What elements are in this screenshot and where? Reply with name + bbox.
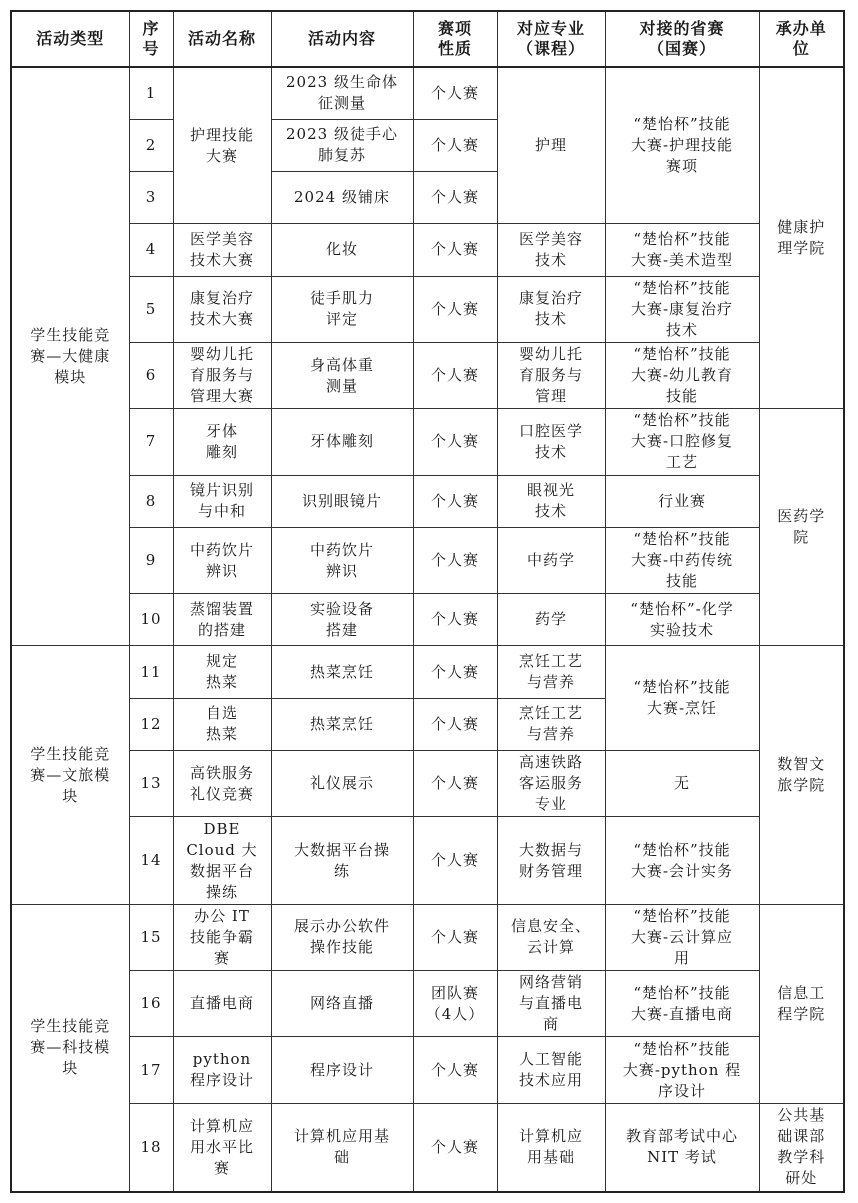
activity-name-cell: 牙体 雕刻 bbox=[173, 409, 271, 475]
event-nature-cell: 个人赛 bbox=[413, 594, 497, 646]
activity-name-cell: 直播电商 bbox=[173, 971, 271, 1037]
table-row bbox=[11, 751, 844, 817]
provincial-contest-cell: “楚怡杯”技能 大赛-python 程 序设计 bbox=[605, 1037, 759, 1103]
host-unit-cell: 健康护 理学院 bbox=[759, 67, 844, 409]
table-row bbox=[11, 971, 844, 1037]
activity-content-cell: 热菜烹饪 bbox=[271, 646, 413, 698]
table-row bbox=[11, 527, 844, 593]
activity-content-cell: 程序设计 bbox=[271, 1037, 413, 1103]
activity-name-cell: 自选 热菜 bbox=[173, 698, 271, 750]
event-nature-cell: 个人赛 bbox=[413, 475, 497, 527]
major-cell: 计算机应 用基础 bbox=[497, 1103, 605, 1192]
major-cell: 婴幼儿托 育服务与 管理 bbox=[497, 342, 605, 408]
serial-no-cell: 17 bbox=[129, 1037, 173, 1103]
major-cell: 医学美容 技术 bbox=[497, 224, 605, 276]
major-cell: 烹饪工艺 与营养 bbox=[497, 698, 605, 750]
event-nature-cell: 个人赛 bbox=[413, 119, 497, 171]
activity-type-cell: 学生技能竞 赛—科技模 块 bbox=[11, 904, 129, 1192]
event-nature-cell: 个人赛 bbox=[413, 342, 497, 408]
provincial-contest-cell: “楚怡杯”技能 大赛-云计算应 用 bbox=[605, 904, 759, 970]
activity-name-cell: 中药饮片 辨识 bbox=[173, 527, 271, 593]
activity-content-cell: 中药饮片 辨识 bbox=[271, 527, 413, 593]
event-nature-cell: 个人赛 bbox=[413, 698, 497, 750]
activity-name-cell: 医学美容 技术大赛 bbox=[173, 224, 271, 276]
event-nature-cell: 个人赛 bbox=[413, 904, 497, 970]
table-row bbox=[11, 594, 844, 646]
activity-content-cell: 身高体重 测量 bbox=[271, 342, 413, 408]
activity-name-cell: 镜片识别 与中和 bbox=[173, 475, 271, 527]
table-row bbox=[11, 475, 844, 527]
activity-content-cell: 计算机应用基 础 bbox=[271, 1103, 413, 1192]
major-cell: 高速铁路 客运服务 专业 bbox=[497, 751, 605, 817]
provincial-contest-cell: “楚怡杯”技能 大赛-幼儿教育 技能 bbox=[605, 342, 759, 408]
activity-name-cell: DBE Cloud 大 数据平台 操练 bbox=[173, 817, 271, 904]
serial-no-cell: 18 bbox=[129, 1103, 173, 1192]
activity-name-cell: 规定 热菜 bbox=[173, 646, 271, 698]
table-row bbox=[11, 817, 844, 904]
provincial-contest-cell: 行业赛 bbox=[605, 475, 759, 527]
provincial-contest-cell: “楚怡杯”技能 大赛-烹饪 bbox=[605, 646, 759, 751]
provincial-contest-cell: “楚怡杯”技能 大赛-直播电商 bbox=[605, 971, 759, 1037]
header-event-nature: 赛项 性质 bbox=[413, 11, 497, 67]
provincial-contest-cell: “楚怡杯”技能 大赛-护理技能 赛项 bbox=[605, 67, 759, 224]
host-unit-cell: 公共基 础课部 教学科 研处 bbox=[759, 1103, 844, 1192]
activity-name-cell: 护理技能 大赛 bbox=[173, 67, 271, 224]
serial-no-cell: 12 bbox=[129, 698, 173, 750]
serial-no-cell: 1 bbox=[129, 67, 173, 119]
header-row bbox=[11, 11, 844, 67]
provincial-contest-cell: 无 bbox=[605, 751, 759, 817]
major-cell: 人工智能 技术应用 bbox=[497, 1037, 605, 1103]
header-activity-name: 活动名称 bbox=[173, 11, 271, 67]
serial-no-cell: 13 bbox=[129, 751, 173, 817]
event-nature-cell: 个人赛 bbox=[413, 527, 497, 593]
activity-name-cell: 计算机应 用水平比 赛 bbox=[173, 1103, 271, 1192]
activity-name-cell: 康复治疗 技术大赛 bbox=[173, 276, 271, 342]
serial-no-cell: 6 bbox=[129, 342, 173, 408]
activity-name-cell: 高铁服务 礼仪竞赛 bbox=[173, 751, 271, 817]
serial-no-cell: 9 bbox=[129, 527, 173, 593]
activity-content-cell: 展示办公软件 操作技能 bbox=[271, 904, 413, 970]
serial-no-cell: 10 bbox=[129, 594, 173, 646]
host-unit-cell: 医药学 院 bbox=[759, 409, 844, 646]
serial-no-cell: 4 bbox=[129, 224, 173, 276]
table-row bbox=[11, 409, 844, 475]
event-nature-cell: 个人赛 bbox=[413, 646, 497, 698]
event-nature-cell: 个人赛 bbox=[413, 67, 497, 119]
table-row bbox=[11, 1103, 844, 1192]
activity-type-cell: 学生技能竞 赛—大健康 模块 bbox=[11, 67, 129, 646]
provincial-contest-cell: “楚怡杯”技能 大赛-口腔修复 工艺 bbox=[605, 409, 759, 475]
provincial-contest-cell: “楚怡杯”技能 大赛-美术造型 bbox=[605, 224, 759, 276]
header-activity-type: 活动类型 bbox=[11, 11, 129, 67]
major-cell: 口腔医学 技术 bbox=[497, 409, 605, 475]
serial-no-cell: 2 bbox=[129, 119, 173, 171]
event-nature-cell: 个人赛 bbox=[413, 224, 497, 276]
event-nature-cell: 个人赛 bbox=[413, 817, 497, 904]
activity-content-cell: 2024 级铺床 bbox=[271, 172, 413, 224]
activity-name-cell: 蒸馏装置 的搭建 bbox=[173, 594, 271, 646]
host-unit-cell: 信息工 程学院 bbox=[759, 904, 844, 1103]
major-cell: 药学 bbox=[497, 594, 605, 646]
table-row bbox=[11, 276, 844, 342]
provincial-contest-cell: “楚怡杯”技能 大赛-康复治疗 技术 bbox=[605, 276, 759, 342]
major-cell: 大数据与 财务管理 bbox=[497, 817, 605, 904]
event-nature-cell: 个人赛 bbox=[413, 1103, 497, 1192]
major-cell: 网络营销 与直播电 商 bbox=[497, 971, 605, 1037]
activity-content-cell: 徒手肌力 评定 bbox=[271, 276, 413, 342]
table-row bbox=[11, 646, 844, 698]
activity-content-cell: 礼仪展示 bbox=[271, 751, 413, 817]
serial-no-cell: 15 bbox=[129, 904, 173, 970]
activity-content-cell: 识别眼镜片 bbox=[271, 475, 413, 527]
header-serial-no: 序 号 bbox=[129, 11, 173, 67]
event-nature-cell: 团队赛 （4人） bbox=[413, 971, 497, 1037]
serial-no-cell: 16 bbox=[129, 971, 173, 1037]
major-cell: 康复治疗 技术 bbox=[497, 276, 605, 342]
activity-content-cell: 实验设备 搭建 bbox=[271, 594, 413, 646]
serial-no-cell: 3 bbox=[129, 172, 173, 224]
table-row bbox=[11, 67, 844, 119]
event-nature-cell: 个人赛 bbox=[413, 751, 497, 817]
serial-no-cell: 5 bbox=[129, 276, 173, 342]
serial-no-cell: 7 bbox=[129, 409, 173, 475]
activity-content-cell: 热菜烹饪 bbox=[271, 698, 413, 750]
provincial-contest-cell: “楚怡杯”-化学 实验技术 bbox=[605, 594, 759, 646]
provincial-contest-cell: 教育部考试中心 NIT 考试 bbox=[605, 1103, 759, 1192]
header-major: 对应专业 （课程） bbox=[497, 11, 605, 67]
table-row bbox=[11, 224, 844, 276]
table-row bbox=[11, 342, 844, 408]
activity-name-cell: python 程序设计 bbox=[173, 1037, 271, 1103]
event-nature-cell: 个人赛 bbox=[413, 1037, 497, 1103]
serial-no-cell: 11 bbox=[129, 646, 173, 698]
activity-content-cell: 2023 级徒手心 肺复苏 bbox=[271, 119, 413, 171]
event-nature-cell: 个人赛 bbox=[413, 172, 497, 224]
event-nature-cell: 个人赛 bbox=[413, 276, 497, 342]
table-row bbox=[11, 1037, 844, 1103]
table-row bbox=[11, 904, 844, 970]
serial-no-cell: 8 bbox=[129, 475, 173, 527]
activity-type-cell: 学生技能竞 赛—文旅模 块 bbox=[11, 646, 129, 904]
activity-content-cell: 牙体雕刻 bbox=[271, 409, 413, 475]
major-cell: 眼视光 技术 bbox=[497, 475, 605, 527]
major-cell: 护理 bbox=[497, 67, 605, 224]
activity-content-cell: 网络直播 bbox=[271, 971, 413, 1037]
host-unit-cell: 数智文 旅学院 bbox=[759, 646, 844, 904]
major-cell: 中药学 bbox=[497, 527, 605, 593]
activity-content-cell: 大数据平台操 练 bbox=[271, 817, 413, 904]
provincial-contest-cell: “楚怡杯”技能 大赛-中药传统 技能 bbox=[605, 527, 759, 593]
header-activity-content: 活动内容 bbox=[271, 11, 413, 67]
activity-content-cell: 2023 级生命体 征测量 bbox=[271, 67, 413, 119]
major-cell: 烹饪工艺 与营养 bbox=[497, 646, 605, 698]
header-host-unit: 承办单 位 bbox=[759, 11, 844, 67]
major-cell: 信息安全、 云计算 bbox=[497, 904, 605, 970]
serial-no-cell: 14 bbox=[129, 817, 173, 904]
activity-name-cell: 婴幼儿托 育服务与 管理大赛 bbox=[173, 342, 271, 408]
event-nature-cell: 个人赛 bbox=[413, 409, 497, 475]
competition-table bbox=[10, 10, 845, 1193]
activity-name-cell: 办公 IT 技能争霸 赛 bbox=[173, 904, 271, 970]
header-provincial-contest: 对接的省赛 （国赛） bbox=[605, 11, 759, 67]
activity-content-cell: 化妆 bbox=[271, 224, 413, 276]
provincial-contest-cell: “楚怡杯”技能 大赛-会计实务 bbox=[605, 817, 759, 904]
